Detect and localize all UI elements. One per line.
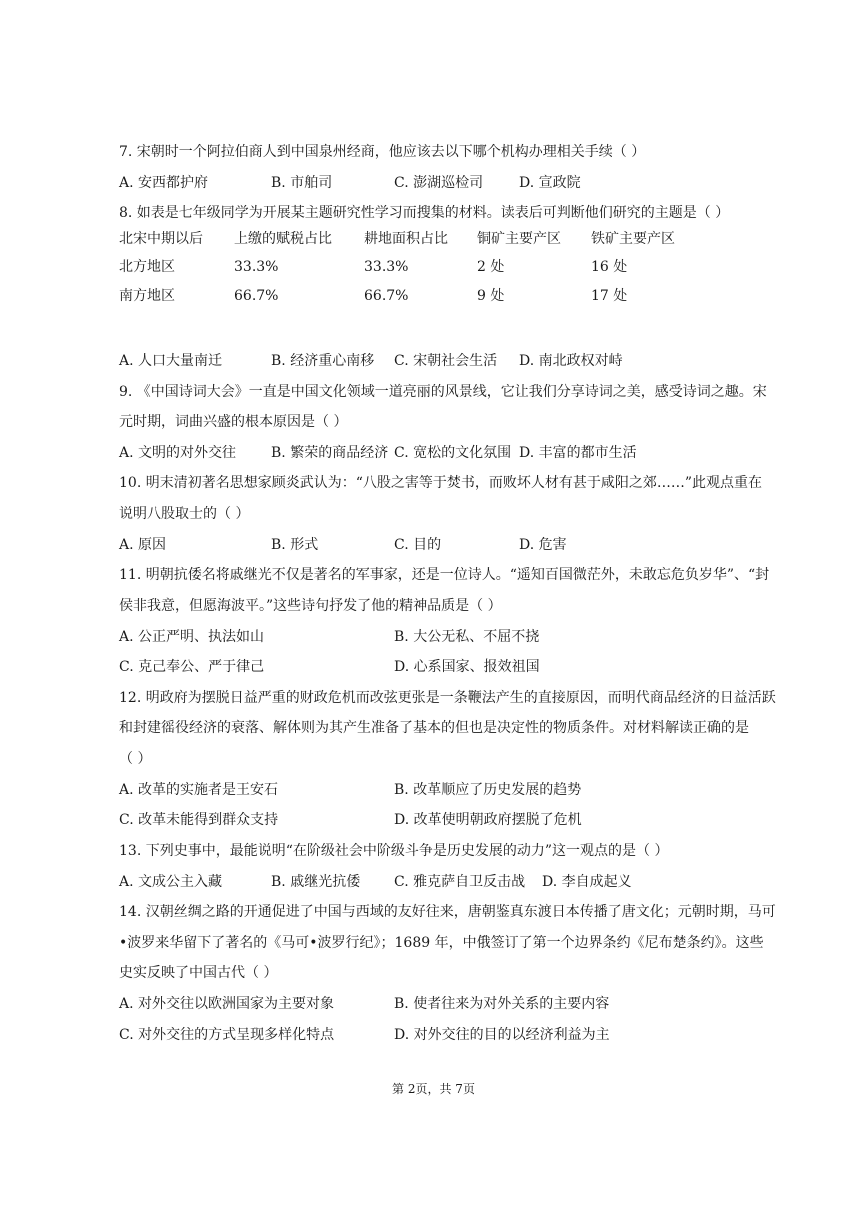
table-header-cell: 北宋中期以后 (119, 231, 203, 247)
question-11-stem-line-2: 侯非我意，但愿海波平。”这些诗句抒发了他的精神品质是（ ） (119, 598, 502, 614)
q7-option-d: D. 宣政院 (519, 175, 581, 191)
q8-option-a: A. 人口大量南迁 (119, 353, 223, 369)
table-cell: 33.3% (234, 259, 279, 275)
q8-option-b: B. 经济重心南移 (271, 353, 375, 369)
q13-option-b: B. 戚继光抗倭 (271, 874, 361, 890)
question-10-stem-line-2: 说明八股取士的（ ） (119, 506, 250, 522)
q10-option-a: A. 原因 (119, 537, 167, 553)
q10-option-d: D. 危害 (519, 537, 567, 553)
question-7-stem: 7. 宋朝时一个阿拉伯商人到中国泉州经商，他应该去以下哪个机构办理相关手续（ ） (119, 144, 646, 160)
table-cell: 9 处 (477, 288, 505, 304)
question-11-stem-line-1: 11. 明朝抗倭名将戚继光不仅是著名的军事家，还是一位诗人。“遥知百国微茫外，未敢忘危负岁华”、“封 (119, 567, 770, 583)
q11-option-a: A. 公正严明、执法如山 (119, 629, 265, 645)
question-9-stem-line-1: 9. 《中国诗词大会》一直是中国文化领域一道亮丽的风景线，它让我们分享诗词之美，感受诗词之趣。宋 (119, 384, 767, 400)
q13-option-d: D. 李自成起义 (542, 874, 632, 890)
question-10-stem-line-1: 10. 明末清初著名思想家顾炎武认为：“八股之害等于焚书，而败坏人材有甚于咸阳之郊……”此观点重在 (119, 475, 763, 491)
q9-option-b: B. 繁荣的商品经济 (271, 445, 389, 461)
q10-option-c: C. 目的 (394, 537, 442, 553)
table-header-cell: 上缴的赋税占比 (234, 231, 332, 247)
table-header-cell: 耕地面积占比 (364, 231, 448, 247)
q11-option-d: D. 心系国家、报效祖国 (394, 659, 540, 675)
q12-option-d: D. 改革使明朝政府摆脱了危机 (394, 812, 582, 828)
table-cell: 66.7% (364, 288, 409, 304)
q13-option-a: A. 文成公主入藏 (119, 874, 223, 890)
table-cell: 北方地区 (119, 259, 175, 275)
q9-option-c: C. 宽松的文化氛围 (394, 445, 512, 461)
table-cell: 16 处 (591, 259, 628, 275)
q10-option-b: B. 形式 (271, 537, 319, 553)
question-13-stem: 13. 下列史事中，最能说明“在阶级社会中阶级斗争是历史发展的动力”这一观点的是（ ） (119, 843, 669, 859)
q12-option-a: A. 改革的实施者是王安石 (119, 782, 279, 798)
question-12-stem-line-3: （ ） (119, 751, 152, 767)
q8-option-c: C. 宋朝社会生活 (394, 353, 498, 369)
question-14-stem-line-2: •波罗来华留下了著名的《马可•波罗行纪》；1689 年，中俄签订了第一个边界条约《尼布楚条约》。这些 (119, 935, 764, 951)
q14-option-a: A. 对外交往以欧洲国家为主要对象 (119, 996, 335, 1012)
question-14-stem-line-3: 史实反映了中国古代（ ） (119, 965, 278, 981)
q11-option-b: B. 大公无私、不屈不挠 (394, 629, 540, 645)
q7-option-a: A. 安西都护府 (119, 175, 209, 191)
q13-option-c: C. 雅克萨自卫反击战 (394, 874, 526, 890)
q14-option-c: C. 对外交往的方式呈现多样化特点 (119, 1027, 335, 1043)
question-12-stem-line-2: 和封建徭役经济的衰落、解体则为其产生准备了基本的但也是决定性的物质条件。对材料解读正确的是 (119, 720, 749, 736)
q14-option-d: D. 对外交往的目的以经济利益为主 (394, 1027, 610, 1043)
page-number-footer: 第 2页，共 7页 (392, 1082, 475, 1096)
table-cell: 南方地区 (119, 288, 175, 304)
table-cell: 2 处 (477, 259, 505, 275)
q14-option-b: B. 使者往来为对外关系的主要内容 (394, 996, 610, 1012)
q9-option-a: A. 文明的对外交往 (119, 445, 237, 461)
q8-option-d: D. 南北政权对峙 (519, 353, 623, 369)
table-cell: 17 处 (591, 288, 628, 304)
q11-option-c: C. 克己奉公、严于律己 (119, 659, 265, 675)
question-14-stem-line-1: 14. 汉朝丝绸之路的开通促进了中国与西域的友好往来，唐朝鉴真东渡日本传播了唐文化；元朝时期，马可 (119, 904, 776, 920)
table-header-cell: 铁矿主要产区 (591, 231, 675, 247)
q12-option-b: B. 改革顺应了历史发展的趋势 (394, 782, 582, 798)
table-cell: 33.3% (364, 259, 409, 275)
q7-option-b: B. 市舶司 (271, 175, 333, 191)
table-header-cell: 铜矿主要产区 (477, 231, 561, 247)
table-cell: 66.7% (234, 288, 279, 304)
q12-option-c: C. 改革未能得到群众支持 (119, 812, 279, 828)
question-8-stem: 8. 如表是七年级同学为开展某主题研究性学习而搜集的材料。读表后可判断他们研究的主题是（ ） (119, 205, 730, 221)
q7-option-c: C. 澎湖巡检司 (394, 175, 484, 191)
q9-option-d: D. 丰富的都市生活 (519, 445, 637, 461)
question-9-stem-line-2: 元时期，词曲兴盛的根本原因是（ ） (119, 414, 348, 430)
question-12-stem-line-1: 12. 明政府为摆脱日益严重的财政危机而改弦更张是一条鞭法产生的直接原因，而明代商品经济的日益活跃 (119, 690, 776, 706)
